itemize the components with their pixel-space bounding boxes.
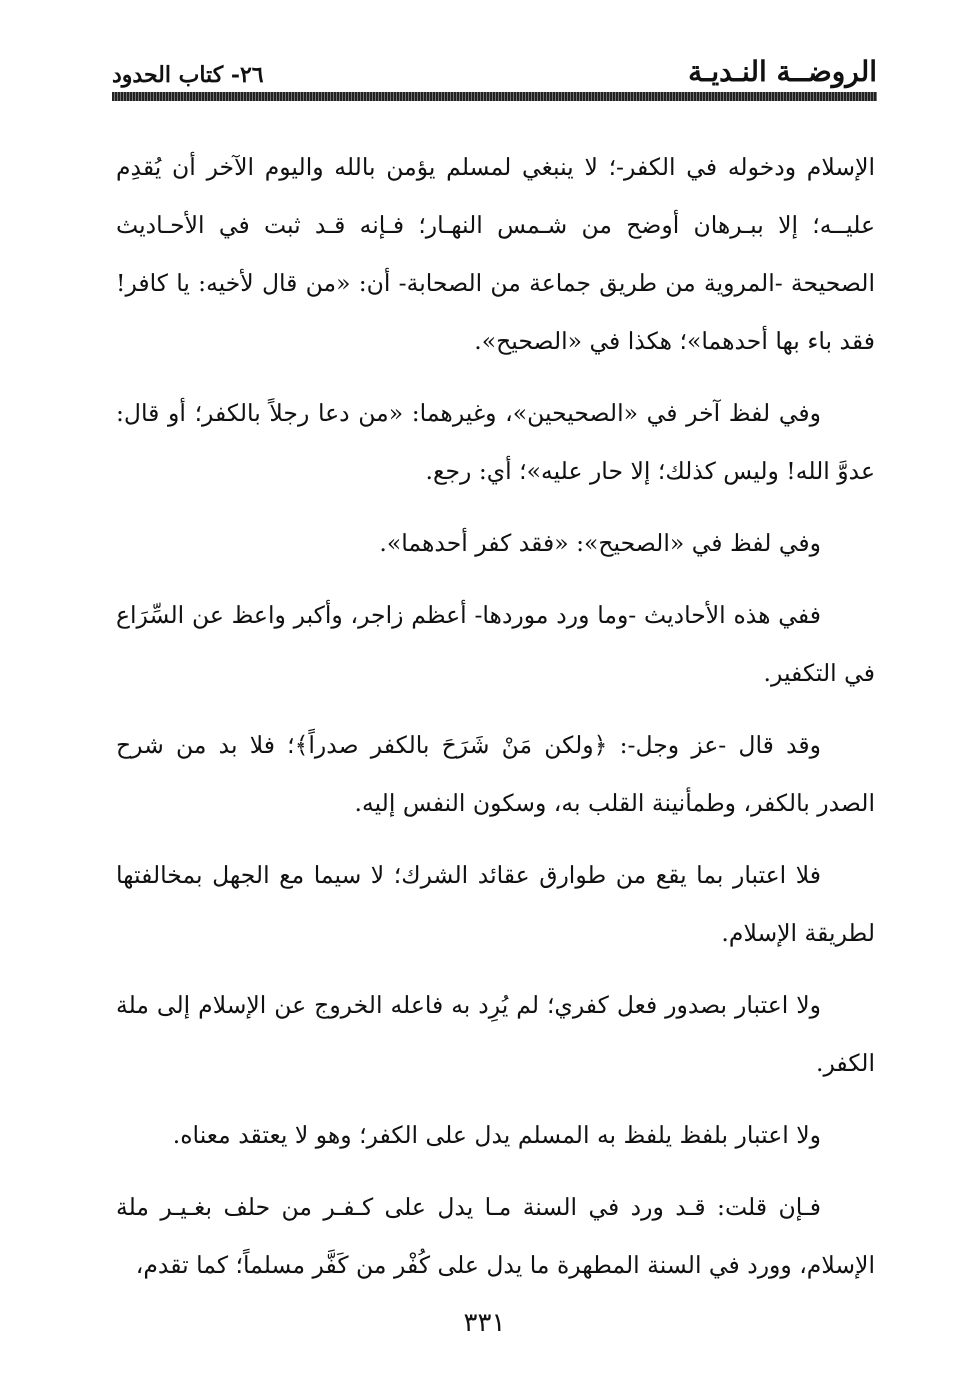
page-number: ٣٣١ <box>463 1308 506 1338</box>
running-header <box>112 48 877 88</box>
paragraph-3: وفي لفظ في «الصحيح»: «فقد كفر أحدهما». <box>379 529 821 557</box>
book-title: الروضــة النـديـة <box>688 55 877 88</box>
body-text <box>116 138 875 1308</box>
paragraph-6: فلا اعتبار بما يقع من طوارق عقائد الشرك؛ لا سيما مع الجهل بمخالفتها لطريقة الإسلام. <box>116 861 875 947</box>
paragraph-4: ففي هذه الأحاديث -وما ورد موردها- أعظم زاجر، وأكبر واعظ عن السِّرَاع في التكفير. <box>116 601 875 687</box>
header-rule <box>112 92 877 101</box>
paragraph-8: ولا اعتبار بلفظ يلفظ به المسلم يدل على الكفر؛ وهو لا يعتقد معناه. <box>172 1121 821 1149</box>
chapter-title: ٢٦- كتاب الحدود <box>112 62 264 88</box>
paragraph-7: ولا اعتبار بصدور فعل كفري؛ لم يُرِد به فاعله الخروج عن الإسلام إلى ملة الكفر. <box>116 991 875 1077</box>
paragraph-9: فـإن قلت: قـد ورد في السنة مـا يدل على كـفـر من حلف بغـيـر ملة الإسلام، وورد في السنة المطهرة ما يدل على كُفْر من كَفَّر مسلماً؛ كما تقدم، <box>116 1193 875 1279</box>
paragraph-1: الإسلام ودخوله في الكفر-؛ لا ينبغي لمسلم يؤمن بالله واليوم الآخر أن يُقدِم عليــه؛ إلا ببـرهان أوضح من شـمس النهـار؛ فـإنه قـد ثبت في الأحـاديث الصحيحة -المروية من طريق جماعة من الصحابة- أن: «من قال لأخيه: يا كافر! فقد باء بها أحدهما»؛ هكذا في «الصحيح». <box>116 153 875 355</box>
paragraph-2: وفي لفظ آخر في «الصحيحين»، وغيرهما: «من دعا رجلاً بالكفر؛ أو قال: عدوَّ الله! وليس كذلك؛ إلا حار عليه»؛ أي: رجع. <box>116 399 875 485</box>
paragraph-5: وقد قال -عز وجل-: ﴿ولكن مَنْ شَرَحَ بالكفر صدراً﴾؛ فلا بد من شرح الصدر بالكفر، وطمأنينة القلب به، وسكون النفس إليه. <box>116 731 875 817</box>
